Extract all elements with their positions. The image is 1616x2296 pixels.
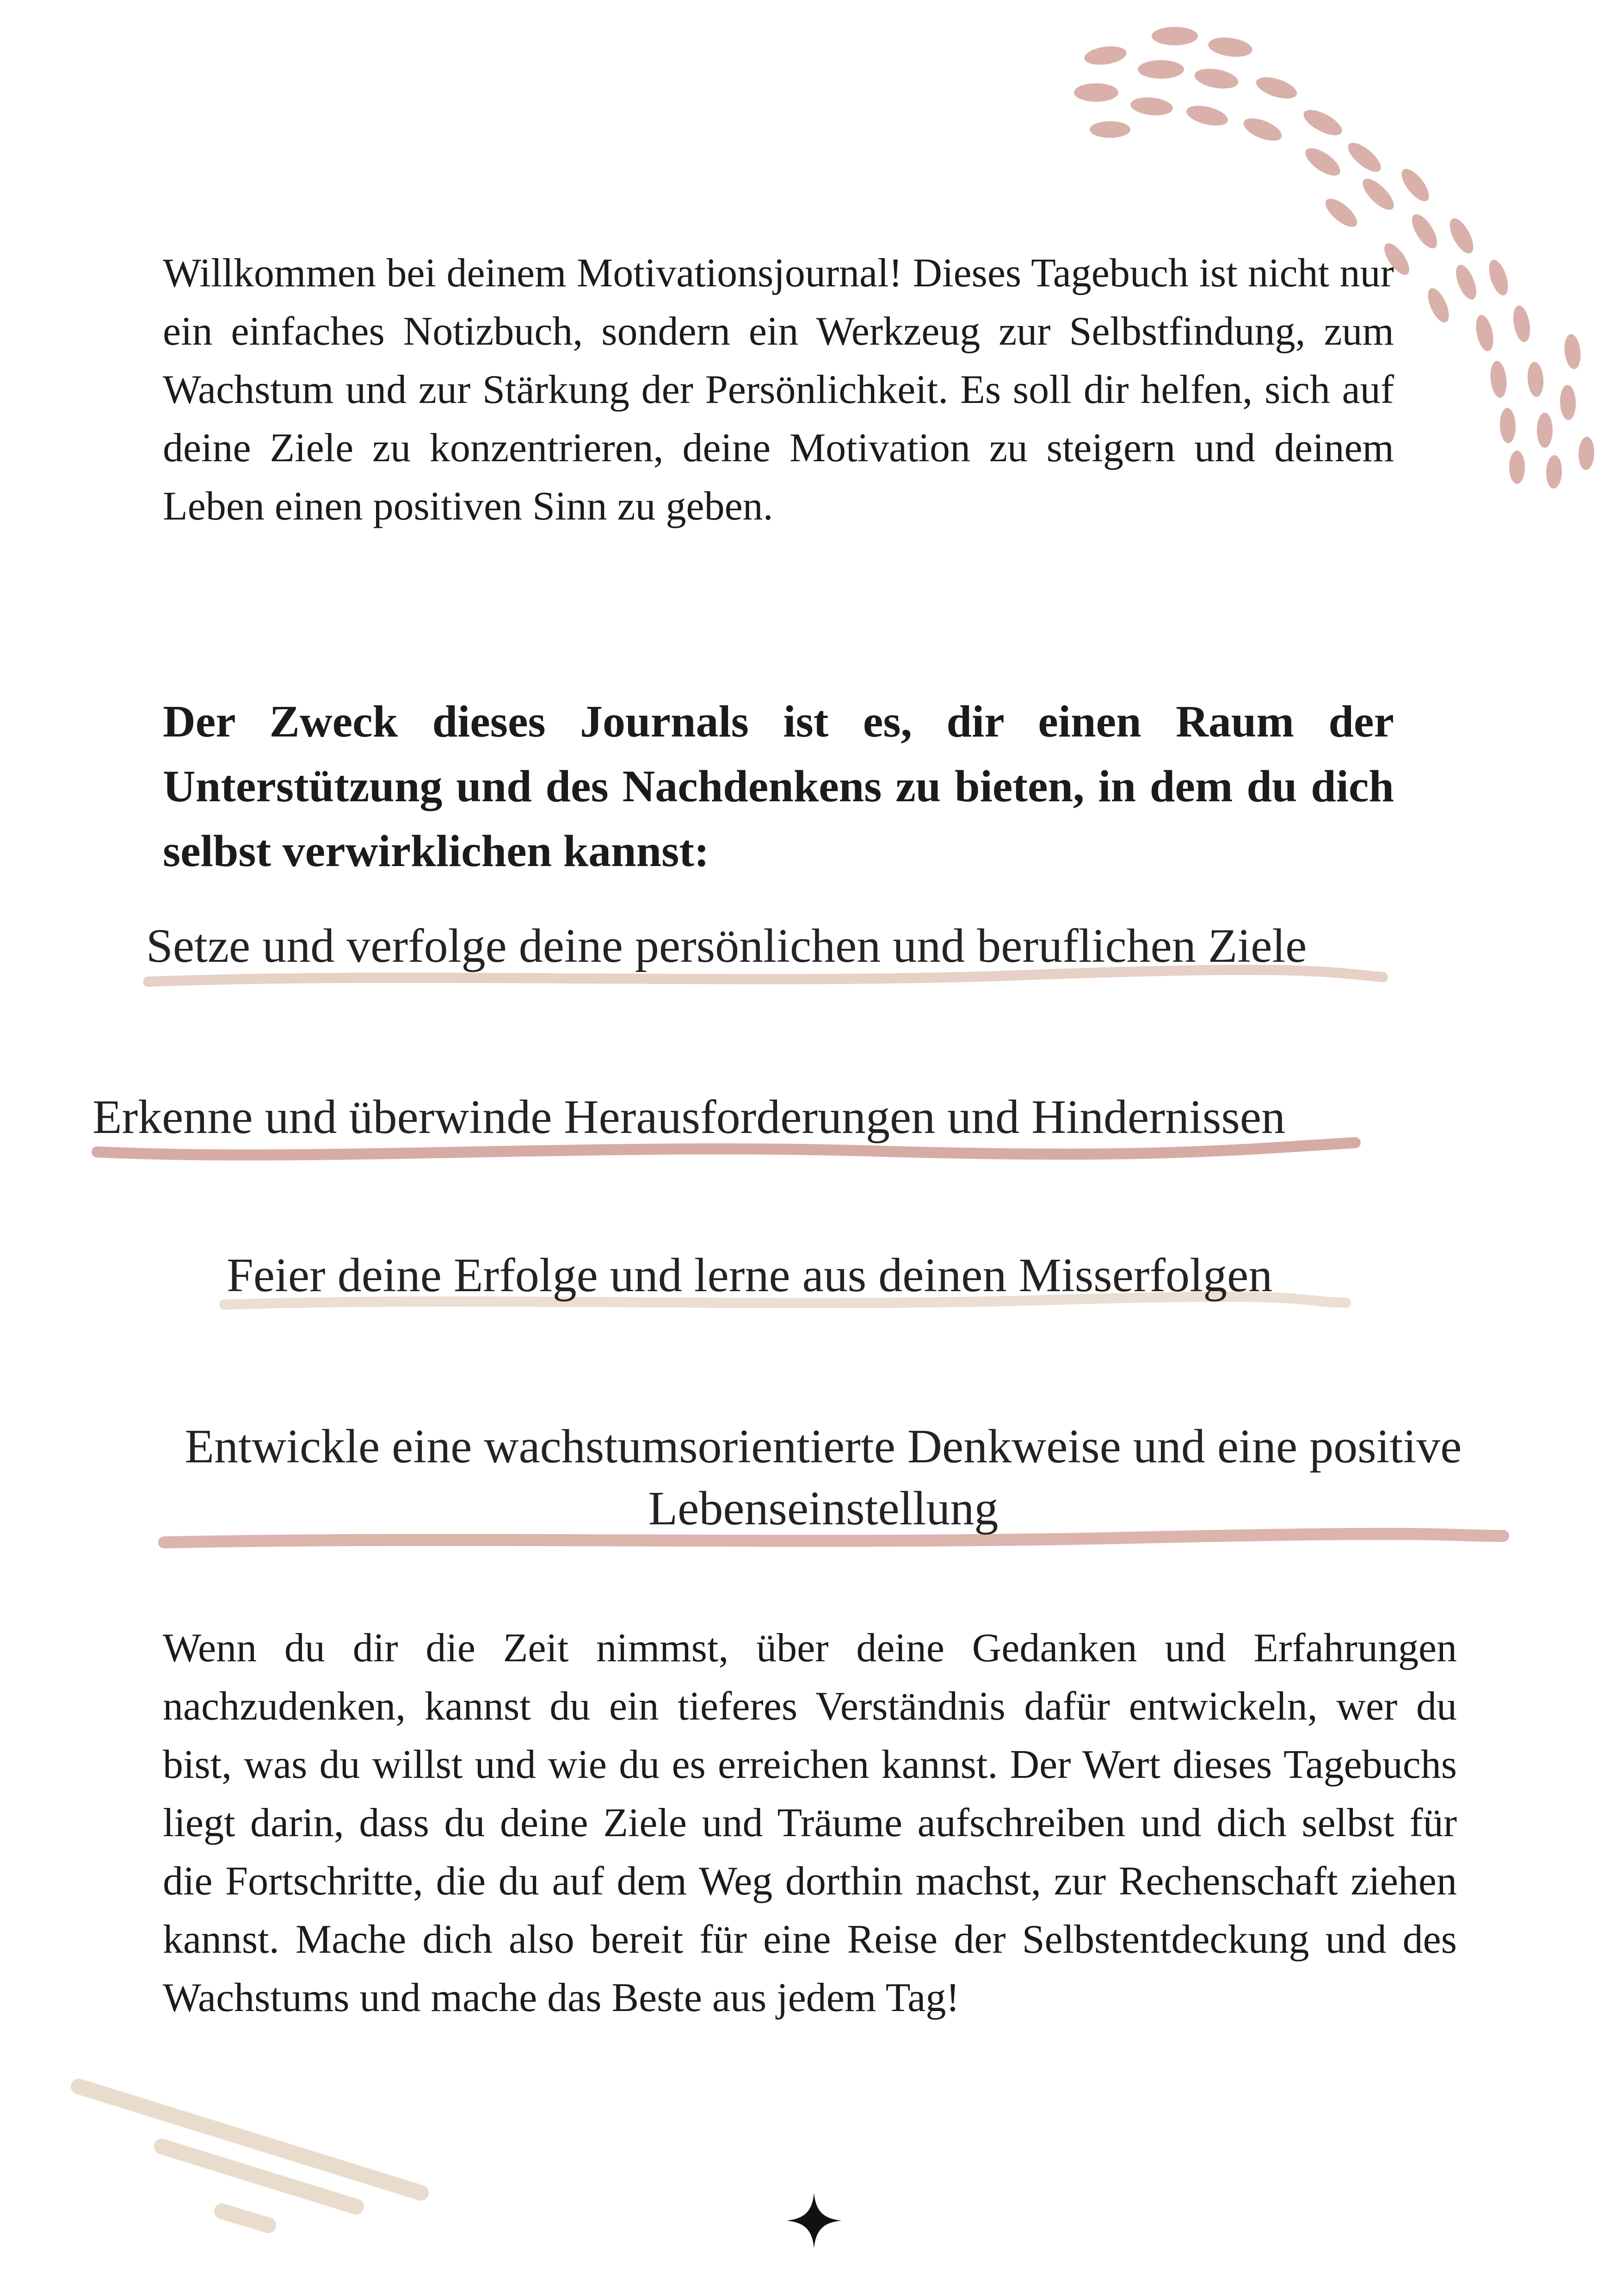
brush-stroke-lines-decoration-icon xyxy=(65,2073,444,2248)
intro-paragraph: Willkommen bei deinem Motivationsjournal! Dieses Tagebuch ist nicht nur ein einfaches Notizbuch, sondern ein Werkzeug zur Selbstfindung, zum Wachstum und zur Stärkung der Persönlichkeit. Es soll dir helfen, sich auf deine Ziele zu konzentrieren, deine Motivation zu steigern und deinem Leben einen positiven Sinn zu geben. xyxy=(163,251,1394,529)
four-point-star-icon xyxy=(786,2193,842,2248)
closing-paragraph: Wenn du dir die Zeit nimmst, über deine Gedanken und Erfahrungen nachzudenken, kannst du ein tieferes Verständnis dafür entwickeln, wer du bist, was du willst und wie du es erreichen kannst. Der Wert dieses Tagebuchs liegt darin, dass du deine Ziele und Träume aufschreiben und dich selbst für die Fortschritte, die du auf dem Weg dorthin machst, zur Rechenschaft ziehen kannst. Mache dich also bereit für eine Reise der Selbstentdeckung und des Wachstums und mache das Beste aus jedem Tag! xyxy=(163,1626,1457,2020)
goal-item-1: Setze und verfolge deine persönlichen und beruflichen Ziele xyxy=(146,919,1307,972)
goal-item-3: Feier deine Erfolge und lerne aus deinen Misserfolgen xyxy=(227,1249,1273,1302)
goal-item-2: Erkenne und überwinde Herausforderungen und Hindernissen xyxy=(93,1090,1285,1144)
goal-item-4: Entwickle eine wachstumsorientierte Denkweise und eine positive Lebenseinstellung xyxy=(185,1420,1462,1535)
purpose-paragraph: Der Zweck dieses Journals ist es, dir einen Raum der Unterstützung und des Nachdenkens zu bieten, in dem du dich selbst verwirklichen kannst: xyxy=(163,697,1394,876)
